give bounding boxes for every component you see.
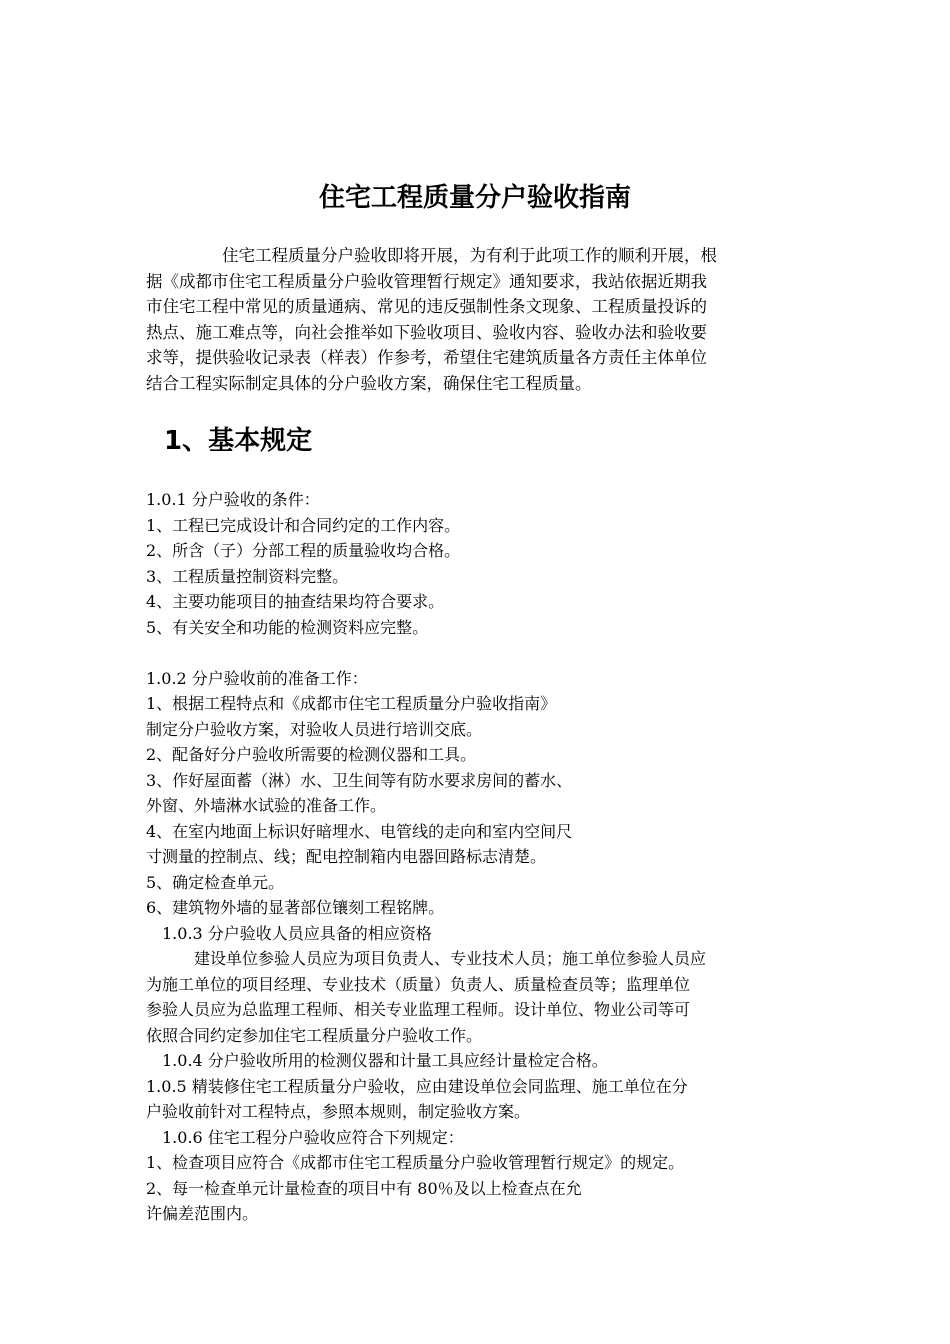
document-title: 住宅工程质量分户验收指南 (318, 183, 631, 213)
spacer (146, 640, 816, 666)
section-heading: 1、基本规定 (164, 426, 313, 456)
list-item: 2、所含（子）分部工程的质量验收均合格。 (146, 541, 461, 560)
clause-heading: 1.0.1 分户验收的条件： (146, 490, 320, 509)
clause-heading: 1.0.2 分户验收前的准备工作： (146, 668, 368, 688)
list-item: 5、确定检查单元。 (146, 872, 285, 892)
list-item: 1、根据工程特点和《成都市住宅工程质量分户验收指南》 (146, 694, 557, 713)
intro-line: 求等，提供验收记录表（样表）作参考，希望住宅建筑质量各方责任主体单位 (146, 348, 707, 367)
intro-line: 住宅工程质量分户验收即将开展，为有利于此项工作的顺利开展，根 (222, 246, 717, 265)
list-item: 制定分户验收方案，对验收人员进行培训交底。 (146, 719, 483, 739)
paragraph-line: 户验收前针对工程特点，参照本规则，制定验收方案。 (146, 1102, 531, 1121)
paragraph-line: 建设单位参验人员应为项目负责人、专业技术人员；施工单位参验人员应 (194, 949, 707, 968)
intro-paragraph (146, 243, 811, 396)
list-item: 1、工程已完成设计和合同约定的工作内容。 (146, 515, 461, 535)
list-item: 3、作好屋面蓄（淋）水、卫生间等有防水要求房间的蓄水、 (146, 770, 573, 790)
paragraph-line: 依照合同约定参加住宅工程质量分户验收工作。 (146, 1025, 483, 1045)
clause-heading: 1.0.3 分户验收人员应具备的相应资格 (162, 923, 432, 943)
paragraph-line: 参验人员应为总监理工程师、相关专业监理工程师。设计单位、物业公司等可 (146, 1000, 691, 1019)
clause-heading: 1.0.6 住宅工程分户验收应符合下列规定： (162, 1127, 464, 1147)
list-item: 5、有关安全和功能的检测资料应完整。 (146, 617, 429, 637)
clause-heading: 1.0.4 分户验收所用的检测仪器和计量工具应经计量检定合格。 (162, 1051, 608, 1070)
list-item: 4、主要功能项目的抽查结果均符合要求。 (146, 592, 445, 611)
list-item: 2、配备好分户验收所需要的检测仪器和工具。 (146, 745, 477, 764)
clause-heading: 1.0.5 精装修住宅工程质量分户验收，应由建设单位会同监理、施工单位在分 (146, 1076, 688, 1096)
list-item: 外窗、外墙淋水试验的准备工作。 (146, 796, 387, 815)
list-item: 4、在室内地面上标识好暗埋水、电管线的走向和室内空间尺 (146, 821, 573, 841)
list-item: 3、工程质量控制资料完整。 (146, 566, 349, 586)
intro-line: 据《成都市住宅工程质量分户验收管理暂行规定》通知要求，我站依据近期我 (146, 271, 707, 291)
intro-line: 结合工程实际制定具体的分户验收方案，确保住宅工程质量。 (146, 373, 592, 393)
list-item: 许偏差范围内。 (146, 1204, 259, 1223)
list-item: 6、建筑物外墙的显著部位镶刻工程铭牌。 (146, 898, 445, 917)
intro-line: 市住宅工程中常见的质量通病、常见的违反强制性条文现象、工程质量投诉的 (146, 297, 707, 316)
section-body (146, 487, 816, 1227)
list-item: 2、每一检查单元计量检查的项目中有 80％及以上检查点在允 (146, 1178, 582, 1198)
intro-line: 热点、施工难点等，向社会推举如下验收项目、验收内容、验收办法和验收要 (146, 322, 707, 342)
list-item: 1、检查项目应符合《成都市住宅工程质量分户验收管理暂行规定》的规定。 (146, 1153, 685, 1172)
paragraph-line: 为施工单位的项目经理、专业技术（质量）负责人、质量检查员等；监理单位 (146, 974, 691, 994)
list-item: 寸测量的控制点、线；配电控制箱内电器回路标志清楚。 (146, 847, 547, 866)
